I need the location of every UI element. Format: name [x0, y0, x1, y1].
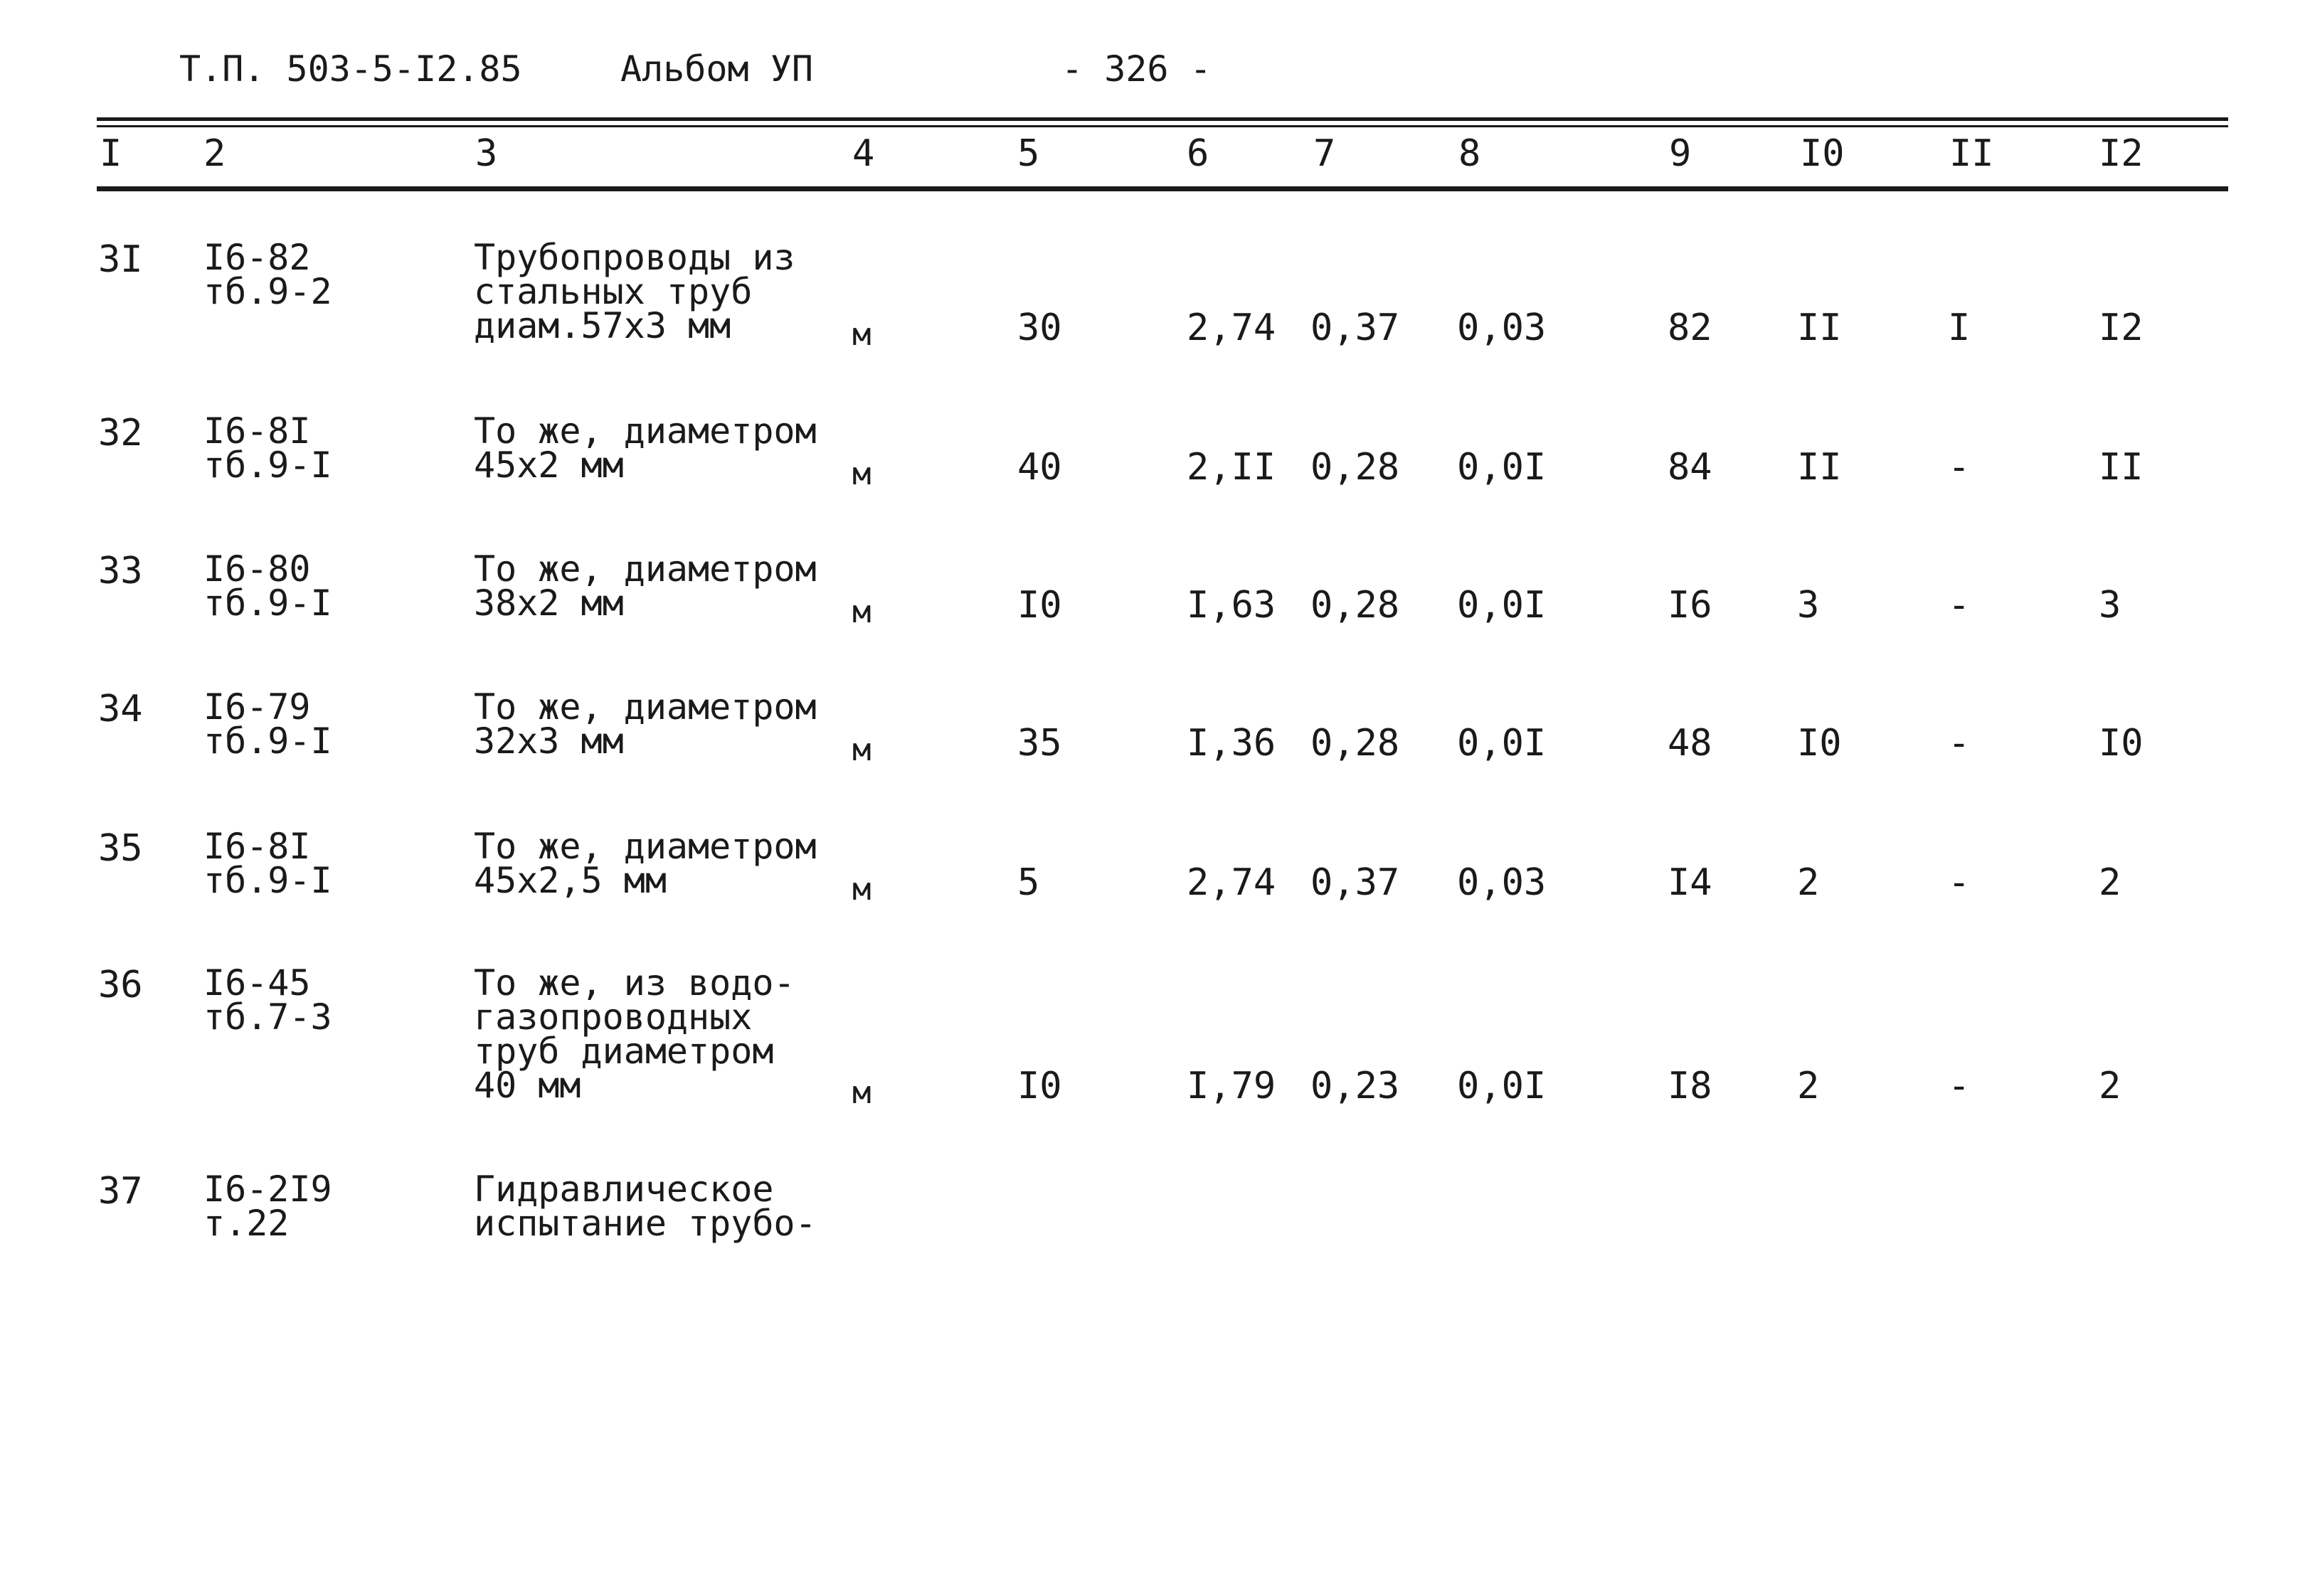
column-number: 3 — [475, 132, 498, 175]
value-cell: 0,28 — [1310, 722, 1400, 765]
work-description: Гидравлическое испытание трубо- — [474, 1169, 817, 1244]
column-number: 5 — [1017, 132, 1040, 175]
table-row — [0, 410, 2310, 492]
value-cell: 3 — [1797, 584, 1820, 627]
unit-cell: м — [852, 732, 871, 768]
column-number: 7 — [1313, 132, 1336, 175]
value-cell: 82 — [1668, 307, 1712, 349]
table-row — [0, 1169, 2310, 1244]
column-number: 6 — [1187, 132, 1209, 175]
table-header-bottom-rule — [97, 186, 2228, 191]
value-cell: - — [1948, 584, 1971, 627]
value-cell: 0,28 — [1310, 584, 1400, 627]
value-cell: 2,74 — [1187, 307, 1276, 349]
norm-reference: I6-80 тб.9-I — [203, 548, 332, 624]
row-number: 32 — [98, 412, 143, 454]
norm-reference: I6-2I9 т.22 — [203, 1169, 332, 1244]
value-cell: 2,74 — [1187, 861, 1276, 904]
column-number: 8 — [1458, 132, 1481, 175]
work-description: То же, диаметром 45х2,5 мм — [474, 826, 817, 901]
value-cell: I4 — [1668, 861, 1712, 904]
norm-reference: I6-8I тб.9-I — [203, 410, 332, 486]
row-number: 3I — [98, 238, 143, 281]
value-cell: 0,28 — [1310, 446, 1400, 489]
value-cell: I0 — [2099, 722, 2144, 765]
value-cell: - — [1948, 722, 1971, 765]
table-top-rule — [97, 117, 2228, 121]
unit-cell: м — [852, 316, 871, 353]
quantity-cell: 30 — [1017, 307, 1062, 349]
work-description: То же, диаметром 45х2 мм — [474, 410, 817, 486]
value-cell: I,63 — [1187, 584, 1276, 627]
page-number: - 326 - — [1061, 48, 1212, 90]
value-cell: 0,37 — [1310, 861, 1400, 904]
quantity-cell: I0 — [1017, 1065, 1062, 1107]
table-row — [0, 962, 2310, 1111]
column-number: I — [100, 132, 122, 175]
table-row — [0, 548, 2310, 630]
quantity-cell: I0 — [1017, 584, 1062, 627]
unit-cell: м — [852, 456, 871, 492]
column-number: 2 — [203, 132, 226, 175]
value-cell: 3 — [2099, 584, 2121, 627]
value-cell: II — [1797, 446, 1842, 489]
column-number: I2 — [2099, 132, 2144, 175]
row-number: 33 — [98, 550, 143, 592]
value-cell: - — [1948, 861, 1971, 904]
value-cell: II — [1797, 307, 1842, 349]
norm-reference: I6-45 тб.7-3 — [203, 962, 332, 1038]
value-cell: I,79 — [1187, 1065, 1276, 1107]
value-cell: 2 — [2099, 861, 2121, 904]
value-cell: 48 — [1668, 722, 1712, 765]
value-cell: I,36 — [1187, 722, 1276, 765]
row-number: 36 — [98, 964, 143, 1006]
table-row — [0, 686, 2310, 768]
work-description: То же, диаметром 32х3 мм — [474, 686, 817, 762]
value-cell: 2 — [1797, 861, 1820, 904]
value-cell: I0 — [1797, 722, 1842, 765]
value-cell: 2 — [2099, 1065, 2121, 1107]
album-label: Альбом УП — [620, 48, 813, 90]
value-cell: - — [1948, 1065, 1971, 1107]
value-cell: 0,23 — [1310, 1065, 1400, 1107]
row-number: 37 — [98, 1170, 143, 1213]
work-description: Трубопроводы из стальных труб диам.57х3 мм — [474, 237, 795, 346]
value-cell: I6 — [1668, 584, 1712, 627]
work-description: То же, из водо- газопроводных труб диаметром 40 мм — [474, 962, 795, 1106]
value-cell: 0,37 — [1310, 307, 1400, 349]
work-description: То же, диаметром 38х2 мм — [474, 548, 817, 624]
norm-reference: I6-79 тб.9-I — [203, 686, 332, 762]
column-number: 4 — [852, 132, 875, 175]
value-cell: I8 — [1668, 1065, 1712, 1107]
table-top-rule-inner — [97, 125, 2228, 127]
value-cell: 0,0I — [1457, 1065, 1547, 1107]
row-number: 34 — [98, 688, 143, 730]
value-cell: 2,II — [1187, 446, 1276, 489]
row-number: 35 — [98, 827, 143, 870]
value-cell: 0,0I — [1457, 446, 1547, 489]
value-cell: - — [1948, 446, 1971, 489]
table-row — [0, 826, 2310, 908]
table-row — [0, 237, 2310, 353]
norm-reference: I6-82 тб.9-2 — [203, 237, 332, 312]
value-cell: 0,03 — [1457, 307, 1547, 349]
quantity-cell: 35 — [1017, 722, 1062, 765]
value-cell: I2 — [2099, 307, 2144, 349]
quantity-cell: 40 — [1017, 446, 1062, 489]
unit-cell: м — [852, 1075, 871, 1111]
column-number: 9 — [1669, 132, 1692, 175]
value-cell: 0,0I — [1457, 584, 1547, 627]
unit-cell: м — [852, 871, 871, 908]
document-code: Т.П. 503-5-I2.85 — [179, 48, 522, 90]
value-cell: 84 — [1668, 446, 1712, 489]
value-cell: 0,03 — [1457, 861, 1547, 904]
quantity-cell: 5 — [1017, 861, 1040, 904]
value-cell: 2 — [1797, 1065, 1820, 1107]
unit-cell: м — [852, 594, 871, 630]
norm-reference: I6-8I тб.9-I — [203, 826, 332, 901]
value-cell: II — [2099, 446, 2144, 489]
column-number: II — [1949, 132, 1994, 175]
column-number: I0 — [1800, 132, 1845, 175]
value-cell: I — [1948, 307, 1971, 349]
value-cell: 0,0I — [1457, 722, 1547, 765]
